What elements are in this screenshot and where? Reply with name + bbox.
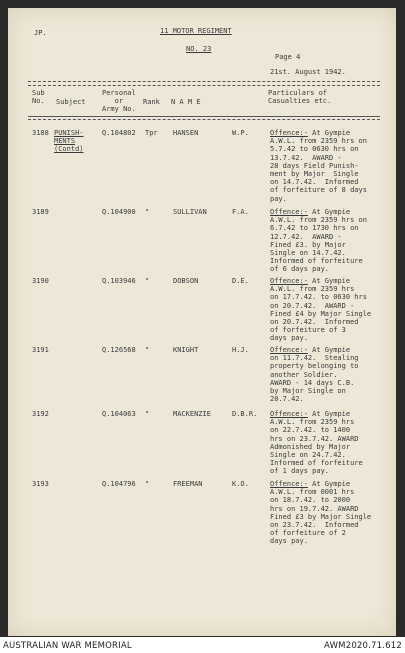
offence-text: At Gympie A.W.L. from 2359 hrs on 5.7.42 to 0630 hrs on 13.7.42. AWARD - 28 days Field Punish- ment by Major Single on 14.7.42. Informed of forfeiture of 8 days pay. [270, 129, 367, 203]
entry-rank: " [145, 277, 150, 285]
entry-rank: " [145, 208, 150, 216]
entry-army-no: Q.103946 [102, 277, 136, 285]
entry-rank: " [145, 346, 150, 354]
offence-label: Offence:- [270, 346, 308, 354]
footer-accession: AWM2020.71.612 [324, 641, 402, 651]
entry-initials: H.J. [232, 346, 249, 354]
offence-label: Offence:- [270, 277, 308, 285]
col-subject: Subject [56, 98, 86, 106]
entry-sub-no: 3193 [32, 480, 49, 488]
entry-surname: DOBSON [173, 277, 199, 285]
col-sub-no: Sub No. [32, 89, 45, 106]
offence-text: At Gympie A.W.L. from 2359 hrs on 17.7.42. to 0630 hrs on 20.7.42. AWARD - Fined £4 by Major Single on 20.7.42. Informed of forfeiture of 3 days pay. [270, 277, 372, 343]
offence-text: At Gympie A.W.L. from 2359 hrs on 22.7.42. to 1400 hrs on 23.7.42. AWARD Admonished by Major Single on 24.7.42. Informed of forfeiture of 1 days pay. [270, 410, 363, 476]
entry-particulars [270, 346, 359, 403]
entry-particulars [270, 208, 367, 274]
entry-army-no: Q.104063 [102, 410, 136, 418]
col-rank: Rank [143, 98, 160, 106]
offence-label: Offence:- [270, 480, 308, 488]
col-personal-no: Personal or Army No. [102, 89, 136, 114]
entry-army-no: Q.104796 [102, 480, 136, 488]
offence-text: At Gympie on 11.7.42. Stealing property belonging to another Soldier. AWARD - 14 days C.B. by Major Single on 20.7.42. [270, 346, 359, 404]
page-number: Page 4 [275, 53, 301, 61]
entry-initials: F.A. [232, 208, 249, 216]
entry-sub-no: 3191 [32, 346, 49, 354]
header-bottom-rule-2 [28, 119, 380, 120]
entry-rank: " [145, 480, 150, 488]
col-name: N A M E [171, 98, 201, 106]
entry-particulars [270, 277, 371, 343]
header-top-rule [28, 81, 380, 82]
order-number: NO. 23 [186, 45, 212, 53]
entry-army-no: Q.104900 [102, 208, 136, 216]
entry-sub-no: 3189 [32, 208, 49, 216]
entry-army-no: Q.104802 [102, 129, 136, 137]
entry-sub-no: 3192 [32, 410, 49, 418]
col-particulars: Particulars of Casualties etc. [268, 89, 332, 106]
entry-initials: D.E. [232, 277, 249, 285]
header-top-rule-2 [28, 85, 380, 86]
offence-text: At Gympie A.W.L. from 0001 hrs on 18.7.42. to 2000 hrs on 19.7.42. AWARD Fined £3 by Major Single on 23.7.42. Informed of forfeiture of 2 days pay. [270, 480, 372, 546]
entry-subject: PUNISH- MENTS (Contd) [54, 129, 84, 154]
entry-surname: KNIGHT [173, 346, 199, 354]
entry-particulars [270, 129, 367, 203]
offence-label: Offence:- [270, 410, 308, 418]
entry-initials: K.O. [232, 480, 249, 488]
entry-army-no: Q.126568 [102, 346, 136, 354]
entry-sub-no: 3188 [32, 129, 49, 137]
regiment-title: 11 MOTOR REGIMENT [160, 27, 232, 35]
footer-bar [0, 637, 405, 653]
entry-initials: D.B.R. [232, 410, 258, 418]
entry-rank: Tpr [145, 129, 158, 137]
entry-particulars [270, 480, 371, 546]
entry-rank: " [145, 410, 150, 418]
entry-surname: HANSEN [173, 129, 199, 137]
entry-sub-no: 3190 [32, 277, 49, 285]
offence-text: At Gympie A.W.L. from 2359 hrs on 6.7.42 to 1730 hrs on 12.7.42. AWARD - Fined £3. by Major Single on 14.7.42. Informed of forfeiture of 6 days pay. [270, 208, 367, 274]
entry-surname: MACKENZIE [173, 410, 211, 418]
offence-label: Offence:- [270, 208, 308, 216]
entry-initials: W.P. [232, 129, 249, 137]
document-code: JP. [34, 29, 47, 37]
order-date: 21st. August 1942. [270, 68, 346, 76]
document-page [8, 8, 396, 636]
entry-particulars [270, 410, 363, 476]
footer-source: AUSTRALIAN WAR MEMORIAL [3, 641, 132, 651]
entry-surname: SULLIVAN [173, 208, 207, 216]
header-bottom-rule [28, 116, 380, 117]
entry-surname: FREEMAN [173, 480, 203, 488]
offence-label: Offence:- [270, 129, 308, 137]
